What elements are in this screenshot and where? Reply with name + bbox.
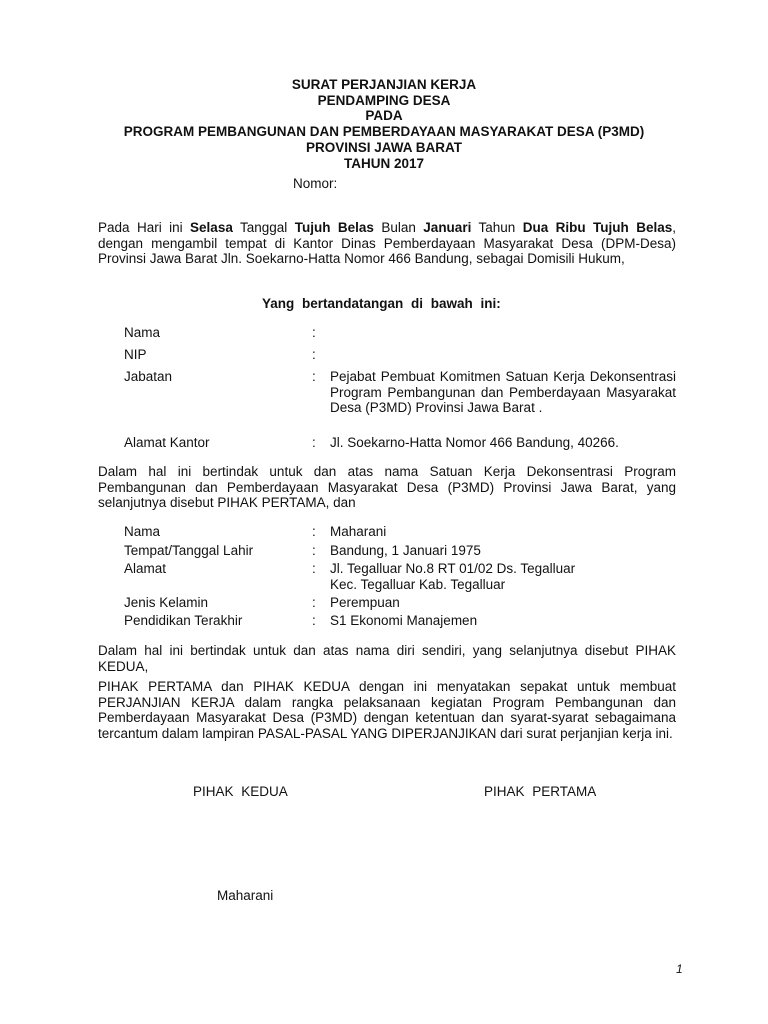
title-line-1: SURAT PERJANJIAN KERJA bbox=[291, 77, 477, 92]
party2-birth-label: Tempat/Tanggal Lahir bbox=[124, 543, 254, 558]
title-line-6: TAHUN 2017 bbox=[343, 156, 425, 171]
signature-label-party2: PIHAK KEDUA bbox=[193, 784, 288, 799]
intro-text-3: Bulan bbox=[373, 220, 424, 235]
intro-year: Dua Ribu Tujuh Belas bbox=[522, 220, 673, 235]
party1-name-colon: : bbox=[312, 325, 316, 340]
party2-name-colon: : bbox=[312, 524, 316, 539]
party2-name-label: Nama bbox=[124, 524, 161, 539]
party2-birth-value: Bandung, 1 Januari 1975 bbox=[330, 543, 481, 558]
title-line-2: PENDAMPING DESA bbox=[317, 93, 451, 108]
party2-birth-colon: : bbox=[312, 543, 316, 558]
signature-name-party2: Maharani bbox=[217, 888, 274, 903]
title-line-3: PADA bbox=[365, 108, 403, 123]
page-number: 1 bbox=[676, 962, 683, 976]
party1-nip-label: NIP bbox=[124, 347, 147, 362]
party2-education-colon: : bbox=[312, 613, 316, 628]
party1-position-value: Pejabat Pembuat Komitmen Satuan Kerja Dekonsentrasi Program Pembangunan dan Pemberdayaan Masyarakat Desa (P3MD) Provinsi Jawa Barat . bbox=[330, 369, 676, 415]
party1-name-label: Nama bbox=[124, 325, 161, 340]
title-line-4: PROGRAM PEMBANGUNAN DAN PEMBERDAYAAN MASYARAKAT DESA (P3MD) bbox=[123, 124, 645, 139]
party2-address-label: Alamat bbox=[124, 561, 167, 576]
party1-office-address-colon: : bbox=[312, 435, 316, 450]
intro-month: Januari bbox=[423, 220, 472, 235]
party2-gender-colon: : bbox=[312, 595, 316, 610]
party2-gender-value: Perempuan bbox=[330, 595, 400, 610]
undersigned-heading: Yang bertandatangan di bawah ini: bbox=[262, 296, 501, 311]
party2-address-value-2: Kec. Tegalluar Kab. Tegalluar bbox=[330, 577, 506, 592]
party2-address-colon: : bbox=[312, 561, 316, 576]
document-number-label: Nomor: bbox=[293, 176, 338, 191]
signature-label-party1: PIHAK PERTAMA bbox=[484, 784, 597, 799]
party1-description: Dalam hal ini bertindak untuk dan atas nama Satuan Kerja Dekonsentrasi Program Pembangunan dan Pemberdayaan Masyarakat Desa (P3MD) Provinsi Jawa Barat, yang selanjutnya disebut PIHAK PERTAMA, dan bbox=[98, 464, 676, 510]
intro-paragraph bbox=[98, 220, 676, 267]
intro-text-4: Tahun bbox=[471, 220, 523, 235]
party2-description: Dalam hal ini bertindak untuk dan atas nama diri sendiri, yang selanjutnya disebut PIHAK KEDUA, bbox=[98, 643, 676, 674]
party2-address-value-1: Jl. Tegalluar No.8 RT 01/02 Ds. Tegalluar bbox=[330, 561, 576, 576]
party2-name-value: Maharani bbox=[330, 524, 387, 539]
party1-nip-colon: : bbox=[312, 347, 316, 362]
party1-position-label: Jabatan bbox=[124, 369, 173, 384]
title-line-5: PROVINSI JAWA BARAT bbox=[305, 140, 462, 155]
intro-text-5: , dengan mengambil tempat di Kantor Dinas Pemberdayaan Masyarakat Desa (DPM-Desa) Provinsi Jawa Barat Jln. Soekarno-Hatta Nomor 466 Bandung, sebagai Domisili Hukum, bbox=[98, 220, 676, 266]
party1-position-colon: : bbox=[312, 369, 316, 384]
party1-office-address-label: Alamat Kantor bbox=[124, 435, 210, 450]
intro-text-1: Pada Hari ini bbox=[98, 220, 191, 235]
intro-text-2: Tanggal bbox=[232, 220, 295, 235]
party2-education-label: Pendidikan Terakhir bbox=[124, 613, 243, 628]
party1-office-address-value: Jl. Soekarno-Hatta Nomor 466 Bandung, 40266. bbox=[330, 435, 619, 450]
intro-date: Tujuh Belas bbox=[294, 220, 374, 235]
party2-gender-label: Jenis Kelamin bbox=[124, 595, 209, 610]
agreement-paragraph: PIHAK PERTAMA dan PIHAK KEDUA dengan ini menyatakan sepakat untuk membuat PERJANJIAN KERJA dalam rangka pelaksanaan kegiatan Program Pembangunan dan Pemberdayaan Masyarakat Desa (P3MD) dengan ketentuan dan syarat-syarat sebagaimana tercantum dalam lampiran PASAL-PASAL YANG DIPERJANJIKAN dari surat perjanjian kerja ini. bbox=[98, 679, 676, 741]
intro-day: Selasa bbox=[190, 220, 233, 235]
party2-education-value: S1 Ekonomi Manajemen bbox=[330, 613, 478, 628]
